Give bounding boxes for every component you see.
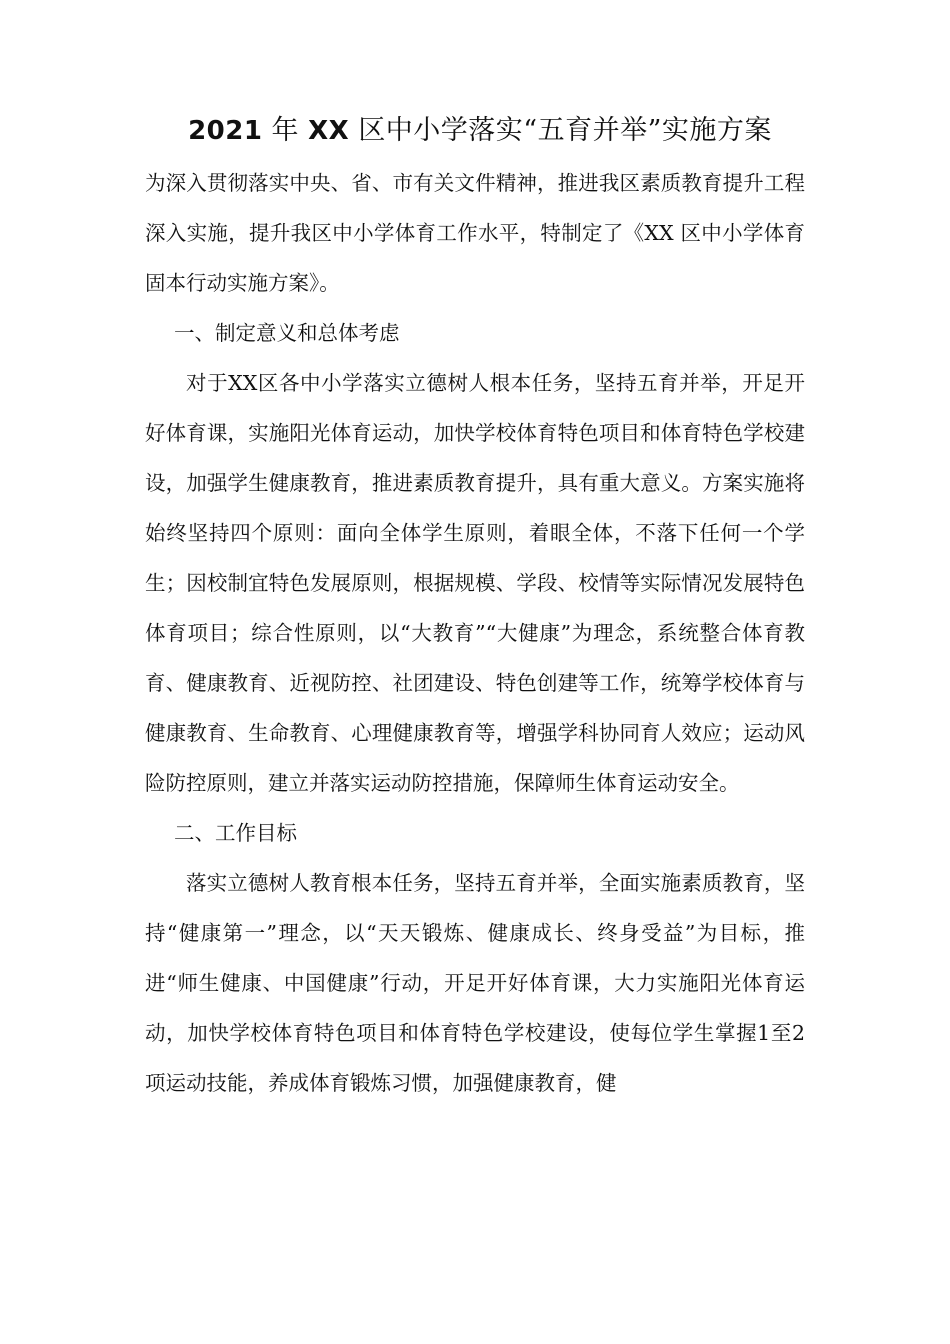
section-heading-1: 一、制定意义和总体考虑 [174, 321, 400, 345]
title-year: 2021 [188, 116, 263, 146]
section-1-paragraph: 对于XX区各中小学落实立德树人根本任务，坚持五育并举，开足开好体育课，实施阳光体育运动，加快学校体育特色项目和体育特色学校建设，加强学生健康教育，推进素质教育提升，具有重大意义。方案实施将始终坚持四个原则：面向全体学生原则，着眼全体，不落下任何一个学生；因校制宜特色发展原则，根据规模、学段、校情等实际情况发展特色体育项目；综合性原则，以“大教育”“大健康”为理念，系统整合体育教育、健康教育、近视防控、社团建设、特色创建等工作，统筹学校体育与健康教育、生命教育、心理健康教育等，增强学科协同育人效应；运动风险防控原则，建立并落实运动防控措施，保障师生体育运动安全。 [145, 371, 805, 795]
title-char-nian: 年 [271, 115, 300, 146]
section-2-paragraph: 落实立德树人教育根本任务，坚持五育并举，全面实施素质教育，坚持“健康第一”理念，以“天天锻炼、健康成长、终身受益”为目标，推进“师生健康、中国健康”行动，开足开好体育课，大力实施阳光体育运动，加快学校体育特色项目和体育特色学校建设，使每位学生掌握1至2项运动技能，养成体育锻炼习惯，加强健康教育，健 [145, 871, 805, 1095]
intro-paragraph: 为深入贯彻落实中央、省、市有关文件精神，推进我区素质教育提升工程深入实施，提升我区中小学体育工作水平，特制定了《XX 区中小学体育固本行动实施方案》。 [145, 171, 805, 295]
document-body [145, 158, 805, 1108]
section-heading-2: 二、工作目标 [174, 821, 297, 845]
title-district: XX [308, 116, 350, 146]
title-rest: 区中小学落实“五育并举”实施方案 [358, 115, 772, 146]
document-title [145, 106, 815, 156]
